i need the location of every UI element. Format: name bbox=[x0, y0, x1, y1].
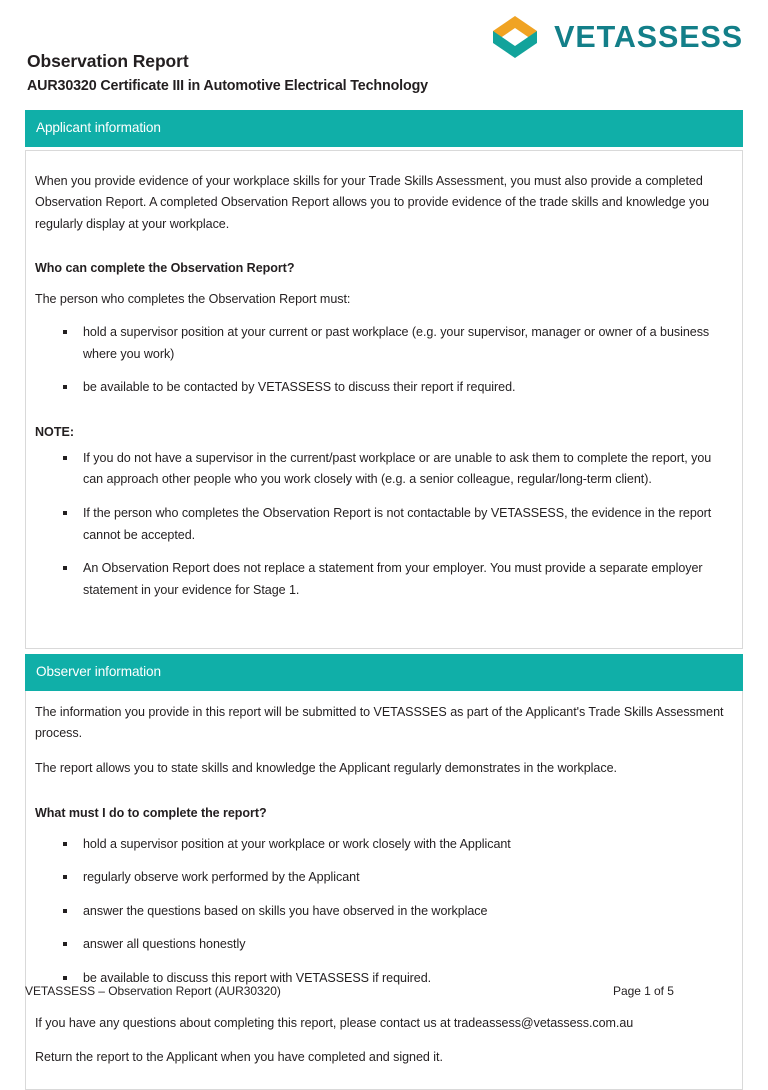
list-item: be available to be contacted by VETASSESS to discuss their report if required. bbox=[35, 377, 733, 399]
list-item: If you do not have a supervisor in the current/past workplace or are unable to ask them to complete the report, you can approach other people who you work closely with (e.g. a senior colleague, regular/long-term client). bbox=[35, 448, 733, 491]
observer-intro-paragraph-2: The report allows you to state skills and knowledge the Applicant regularly demonstrates in the workplace. bbox=[35, 760, 617, 775]
applicant-information-header-bar: Applicant information bbox=[25, 110, 743, 147]
who-can-complete-list bbox=[35, 322, 733, 399]
page-subtitle: AUR30320 Certificate III in Automotive Electrical Technology bbox=[27, 77, 428, 94]
spacer bbox=[35, 248, 733, 258]
footer-page-number: Page 1 of 5 bbox=[613, 984, 674, 998]
applicant-information-body bbox=[25, 150, 743, 650]
footer-document-label: VETASSESS – Observation Report (AUR30320) bbox=[25, 984, 281, 998]
who-can-complete-heading: Who can complete the Observation Report? bbox=[35, 261, 295, 276]
contact-paragraph: If you have any questions about completing this report, please contact us at tradeassess@vetassess.com.au bbox=[35, 1015, 634, 1030]
note-list bbox=[35, 448, 733, 601]
logo-wordmark: VETASSESS bbox=[554, 19, 743, 54]
title-block bbox=[27, 50, 428, 96]
list-item: regularly observe work performed by the Applicant bbox=[35, 867, 733, 889]
observer-intro-paragraph: The information you provide in this report will be submitted to VETASSSES as part of the Applicant's Trade Skills Assessment process. bbox=[35, 704, 724, 741]
observer-information-body bbox=[25, 691, 743, 1090]
list-item: hold a supervisor position at your workplace or work closely with the Applicant bbox=[35, 834, 733, 856]
vetassess-logo bbox=[489, 14, 743, 60]
what-must-i-do-list bbox=[35, 834, 733, 990]
page-title: Observation Report bbox=[27, 51, 189, 71]
observer-information-header-bar: Observer information bbox=[25, 654, 743, 691]
note-label: NOTE: bbox=[35, 424, 75, 439]
vetassess-chevron-logo-icon bbox=[489, 14, 541, 60]
spacer bbox=[35, 608, 733, 634]
applicant-information-section bbox=[25, 110, 743, 649]
spacer bbox=[35, 997, 733, 1013]
observer-information-section bbox=[25, 654, 743, 1089]
spacer bbox=[35, 793, 733, 803]
applicant-intro-paragraph: When you provide evidence of your workplace skills for your Trade Skills Assessment, you must also provide a completed Observation Report. A completed Observation Report allows you to provide evidence of the trade skills and knowledge you regularly display at your workplace. bbox=[35, 173, 710, 231]
return-report-paragraph: Return the report to the Applicant when you have completed and signed it. bbox=[35, 1050, 443, 1065]
document-footer bbox=[25, 984, 743, 998]
list-item: be available to discuss this report with VETASSESS if required. bbox=[35, 968, 733, 990]
list-item: answer all questions honestly bbox=[35, 934, 733, 956]
list-item: If the person who completes the Observation Report is not contactable by VETASSESS, the evidence in the report cannot be accepted. bbox=[35, 503, 733, 546]
document-header bbox=[25, 0, 743, 110]
spacer bbox=[35, 406, 733, 422]
list-item: hold a supervisor position at your current or past workplace (e.g. your supervisor, manager or owner of a business where you work) bbox=[35, 322, 733, 365]
list-item: answer the questions based on skills you have observed in the workplace bbox=[35, 901, 733, 923]
what-must-i-do-heading: What must I do to complete the report? bbox=[35, 805, 267, 820]
who-can-complete-lead: The person who completes the Observation Report must: bbox=[35, 292, 351, 307]
list-item: An Observation Report does not replace a statement from your employer. You must provide a separate employer statement in your evidence for Stage 1. bbox=[35, 558, 733, 601]
